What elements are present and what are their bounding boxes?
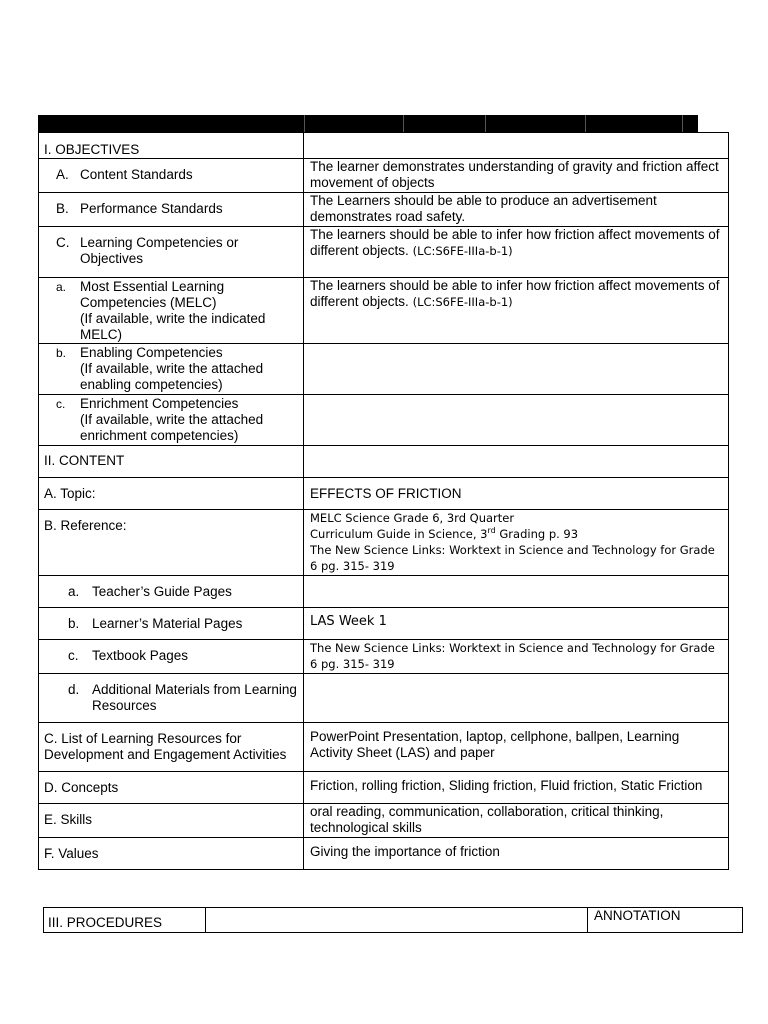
textbook-value: The New Science Links: Worktext in Science and Technology for Grade 6 pg. 315- 319: [310, 641, 715, 671]
row-marker: b.: [68, 616, 80, 631]
row-marker: d.: [68, 682, 80, 697]
learning-competencies-row: [39, 227, 729, 278]
melc-note: (If available, write the indicated MELC): [80, 311, 266, 342]
procedures-header-row: [44, 908, 743, 933]
lesson-plan-table: [38, 132, 729, 870]
annotation-heading: ANNOTATION: [594, 908, 681, 923]
reference-label: B. Reference:: [44, 518, 127, 533]
row-marker: c.: [68, 648, 79, 663]
learners-material-label: Learner’s Material Pages: [92, 616, 243, 631]
row-marker: b.: [56, 346, 67, 360]
skills-value: oral reading, communication, collaboration, critical thinking, technological skills: [310, 804, 664, 835]
melc-label: Most Essential Learning Competencies (MELC): [80, 279, 225, 310]
header-bar: [38, 115, 698, 132]
header-bar-divider: [682, 115, 683, 132]
content-standards-value: The learner demonstrates understanding of gravity and friction affect movement of objects: [310, 159, 719, 190]
enabling-row: [39, 344, 729, 395]
teachers-guide-label: Teacher’s Guide Pages: [92, 584, 232, 599]
enrichment-row: [39, 395, 729, 446]
performance-standards-value: The Learners should be able to produce an advertisement demonstrates road safety.: [310, 193, 657, 224]
additional-materials-label: Additional Materials from Learning Resources: [92, 682, 297, 713]
values-row: [39, 838, 729, 870]
lc-code: (LC:S6FE-IIIa-b-1): [412, 295, 513, 309]
objectives-row: [39, 133, 729, 159]
concepts-row: [39, 772, 729, 804]
content-heading: II. CONTENT: [44, 453, 125, 468]
textbook-row: [39, 640, 729, 674]
skills-row: [39, 804, 729, 838]
topic-row: [39, 478, 729, 510]
objectives-heading: I. OBJECTIVES: [44, 142, 140, 157]
additional-materials-row: [39, 674, 729, 723]
enabling-label: Enabling Competencies: [80, 345, 223, 360]
topic-value: EFFECTS OF FRICTION: [310, 486, 462, 501]
header-bar-divider: [585, 115, 586, 132]
row-marker: a.: [68, 584, 80, 599]
values-label: F. Values: [44, 846, 99, 861]
textbook-label: Textbook Pages: [92, 648, 189, 663]
content-standards-row: [39, 159, 729, 193]
learning-competencies-label: Learning Competencies or Objectives: [80, 235, 239, 266]
resources-list-label: C. List of Learning Resources for Development and Engagement Activities: [44, 731, 287, 762]
enrichment-note: (If available, write the attached enrichment competencies): [80, 412, 264, 443]
procedures-table: [43, 907, 743, 933]
header-bar-divider: [485, 115, 486, 132]
resources-list-row: [39, 723, 729, 772]
row-marker: B.: [56, 201, 69, 216]
reference-line: MELC Science Grade 6, 3rd Quarter: [310, 511, 515, 525]
row-marker: c.: [56, 397, 66, 411]
skills-label: E. Skills: [44, 812, 93, 827]
melc-row: [39, 278, 729, 344]
reference-line: The New Science Links: Worktext in Science and Technology for Grade 6 pg. 315- 319: [310, 543, 715, 573]
topic-label: A. Topic:: [44, 486, 96, 501]
procedures-heading: III. PROCEDURES: [48, 915, 163, 930]
learners-material-value: LAS Week 1: [310, 614, 387, 629]
values-value: Giving the importance of friction: [310, 844, 500, 859]
lc-code: (LC:S6FE-IIIa-b-1): [412, 244, 513, 258]
reference-row: [39, 510, 729, 576]
header-bar-divider: [403, 115, 404, 132]
performance-standards-row: [39, 193, 729, 227]
row-marker: C.: [56, 235, 70, 250]
reference-value: [304, 510, 728, 574]
melc-value: The learners should be able to infer how friction affect movements of different objects. (LC:S6FE-IIIa-b-1): [310, 278, 720, 309]
row-marker: A.: [56, 167, 69, 182]
learners-material-row: [39, 608, 729, 640]
concepts-label: D. Concepts: [44, 780, 119, 795]
content-heading-row: [39, 446, 729, 478]
enrichment-label: Enrichment Competencies: [80, 396, 239, 411]
content-standards-label: Content Standards: [80, 167, 193, 182]
header-bar-divider: [304, 115, 305, 132]
learning-competencies-value: The learners should be able to infer how friction affect movements of different objects. (LC:S6FE-IIIa-b-1): [310, 227, 720, 258]
reference-line: Curriculum Guide in Science, 3rd Grading p. 93: [310, 526, 579, 541]
resources-list-value: PowerPoint Presentation, laptop, cellphone, ballpen, Learning Activity Sheet (LAS) and paper: [310, 729, 680, 760]
concepts-value: Friction, rolling friction, Sliding friction, Fluid friction, Static Friction: [310, 778, 703, 793]
row-marker: a.: [56, 280, 67, 294]
teachers-guide-row: [39, 576, 729, 608]
performance-standards-label: Performance Standards: [80, 201, 223, 216]
enabling-note: (If available, write the attached enabling competencies): [80, 361, 264, 392]
